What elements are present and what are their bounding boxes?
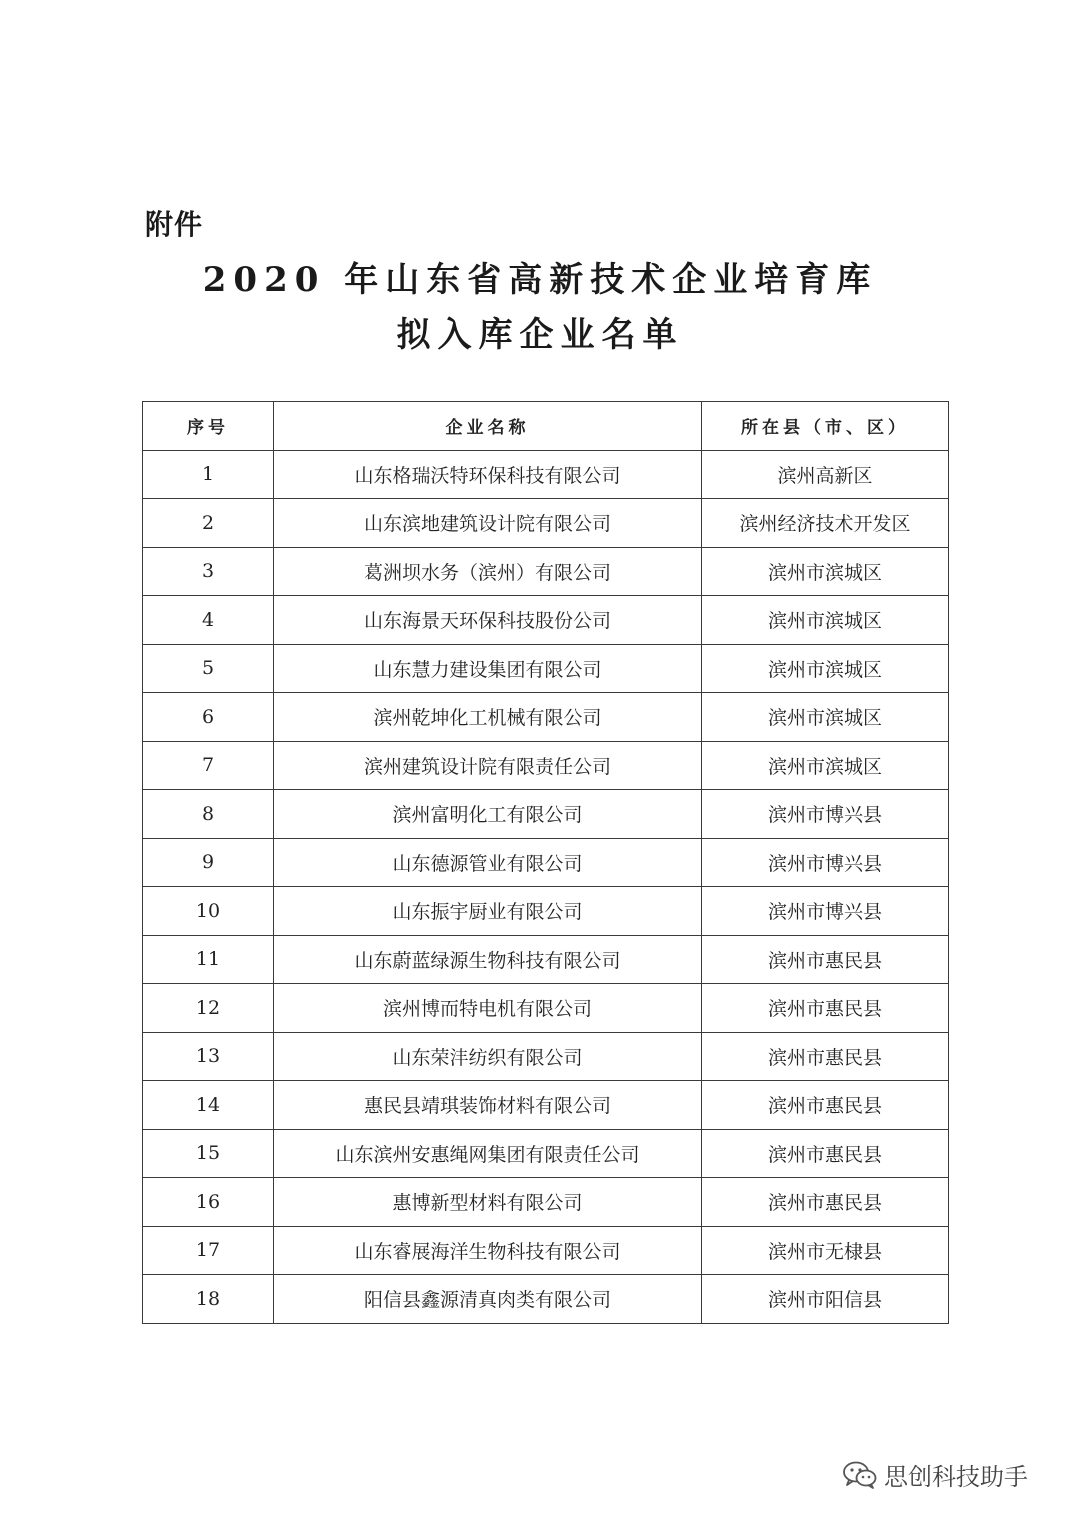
cell-no: 9: [143, 838, 274, 887]
page-title-line2: 拟入库企业名单: [396, 315, 684, 355]
watermark: [842, 1457, 1028, 1492]
table-row: [143, 1129, 949, 1178]
cell-region: 滨州市惠民县: [702, 1129, 949, 1178]
table-row: [143, 1275, 949, 1324]
header-no: 序号: [143, 402, 274, 451]
cell-region: 滨州市滨城区: [702, 644, 949, 693]
cell-region: 滨州市阳信县: [702, 1275, 949, 1324]
cell-name: 山东德源管业有限公司: [274, 838, 702, 887]
cell-region: 滨州市滨城区: [702, 741, 949, 790]
cell-region: 滨州市滨城区: [702, 547, 949, 596]
cell-name: 阳信县鑫源清真肉类有限公司: [274, 1275, 702, 1324]
cell-name: 山东睿展海洋生物科技有限公司: [274, 1226, 702, 1275]
cell-name: 滨州博而特电机有限公司: [274, 984, 702, 1033]
cell-name: 滨州富明化工有限公司: [274, 790, 702, 839]
table-row: [143, 644, 949, 693]
table-row: [143, 838, 949, 887]
table-row: [143, 547, 949, 596]
cell-no: 2: [143, 499, 274, 548]
cell-no: 5: [143, 644, 274, 693]
cell-region: 滨州市惠民县: [702, 1032, 949, 1081]
table-row: [143, 1178, 949, 1227]
header-name: 企业名称: [274, 402, 702, 451]
cell-no: 11: [143, 935, 274, 984]
table-row: [143, 450, 949, 499]
table-row: [143, 596, 949, 645]
cell-name: 滨州建筑设计院有限责任公司: [274, 741, 702, 790]
cell-no: 12: [143, 984, 274, 1033]
cell-region: 滨州市惠民县: [702, 935, 949, 984]
table-row: [143, 499, 949, 548]
cell-name: 山东慧力建设集团有限公司: [274, 644, 702, 693]
cell-no: 8: [143, 790, 274, 839]
cell-no: 17: [143, 1226, 274, 1275]
cell-region: 滨州市无棣县: [702, 1226, 949, 1275]
cell-no: 18: [143, 1275, 274, 1324]
cell-no: 13: [143, 1032, 274, 1081]
table-row: [143, 935, 949, 984]
cell-region: 滨州市博兴县: [702, 887, 949, 936]
cell-region: 滨州市滨城区: [702, 693, 949, 742]
table-row: [143, 741, 949, 790]
table-row: [143, 1226, 949, 1275]
header-region: 所在县（市、区）: [702, 402, 949, 451]
cell-name: 惠民县靖琪装饰材料有限公司: [274, 1081, 702, 1130]
attachment-label: 附件: [145, 208, 204, 241]
cell-no: 15: [143, 1129, 274, 1178]
wechat-icon: [842, 1460, 878, 1490]
cell-no: 14: [143, 1081, 274, 1130]
cell-no: 16: [143, 1178, 274, 1227]
cell-region: 滨州经济技术开发区: [702, 499, 949, 548]
cell-region: 滨州高新区: [702, 450, 949, 499]
cell-region: 滨州市博兴县: [702, 838, 949, 887]
cell-no: 4: [143, 596, 274, 645]
cell-name: 山东荣沣纺织有限公司: [274, 1032, 702, 1081]
cell-no: 1: [143, 450, 274, 499]
table-row: [143, 1032, 949, 1081]
table-row: [143, 984, 949, 1033]
cell-region: 滨州市博兴县: [702, 790, 949, 839]
cell-name: 惠博新型材料有限公司: [274, 1178, 702, 1227]
cell-name: 山东格瑞沃特环保科技有限公司: [274, 450, 702, 499]
watermark-text: 思创科技助手: [884, 1463, 1028, 1491]
table-row: [143, 790, 949, 839]
cell-region: 滨州市滨城区: [702, 596, 949, 645]
cell-region: 滨州市惠民县: [702, 1081, 949, 1130]
cell-region: 滨州市惠民县: [702, 984, 949, 1033]
cell-region: 滨州市惠民县: [702, 1178, 949, 1227]
cell-no: 10: [143, 887, 274, 936]
cell-name: 山东振宇厨业有限公司: [274, 887, 702, 936]
cell-no: 6: [143, 693, 274, 742]
table-row: [143, 1081, 949, 1130]
cell-name: 山东海景天环保科技股份公司: [274, 596, 702, 645]
table-header-row: [143, 402, 949, 451]
cell-name: 山东滨州安惠绳网集团有限责任公司: [274, 1129, 702, 1178]
cell-no: 7: [143, 741, 274, 790]
cell-name: 山东蔚蓝绿源生物科技有限公司: [274, 935, 702, 984]
cell-name: 山东滨地建筑设计院有限公司: [274, 499, 702, 548]
cell-name: 葛洲坝水务（滨州）有限公司: [274, 547, 702, 596]
page-title-line1: 2020 年山东省高新技术企业培育库: [202, 260, 878, 300]
cell-no: 3: [143, 547, 274, 596]
enterprise-table: [142, 401, 949, 1324]
cell-name: 滨州乾坤化工机械有限公司: [274, 693, 702, 742]
table-row: [143, 887, 949, 936]
table-row: [143, 693, 949, 742]
